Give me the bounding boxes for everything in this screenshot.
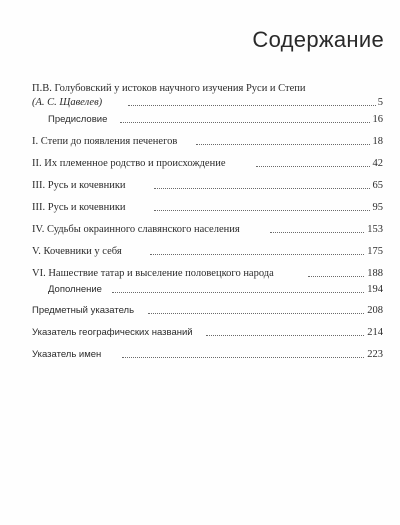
toc-entry-title: II. Их племенное родство и происхождение (32, 158, 226, 169)
toc-entry-title: III. Русь и кочевники (32, 202, 126, 213)
toc-leader-dots (206, 335, 364, 336)
toc-entry-page-number: 188 (367, 268, 383, 279)
toc-entry-geo-index[interactable] (0, 326, 400, 340)
toc-entry-page-number: 208 (367, 305, 383, 316)
toc-entry-intro-author: (А. С. Щавелев) (32, 97, 103, 108)
toc-entry-title: Указатель географических названий (32, 327, 193, 338)
toc-entry-title: VI. Нашествие татар и выселение половецкого народа (32, 268, 274, 279)
toc-entry-title: III. Русь и кочевники (32, 180, 126, 191)
toc-leader-dots (128, 105, 376, 106)
toc-entry-chapter-2[interactable] (0, 157, 400, 171)
toc-entry-page-number: 16 (372, 114, 383, 125)
toc-entry-preface[interactable] (0, 113, 400, 127)
toc-entry-title: Предметный указатель (32, 305, 135, 316)
page-title: Содержание (252, 27, 384, 52)
toc-entry-page-number: 214 (367, 327, 383, 338)
toc-leader-dots (150, 254, 364, 255)
toc-leader-dots (308, 276, 364, 277)
toc-entry-title: I. Степи до появления печенегов (32, 136, 178, 147)
toc-leader-dots (270, 232, 364, 233)
toc-leader-dots (154, 188, 370, 189)
toc-entry-page-number: 175 (367, 246, 383, 257)
toc-entry-chapter-6[interactable] (0, 267, 400, 281)
toc-leader-dots (256, 166, 370, 167)
toc-entry-subject-index[interactable] (0, 304, 400, 318)
toc-entry-page-number: 42 (372, 158, 383, 169)
toc-leader-dots (120, 122, 370, 123)
toc-entry-title: Указатель имен (32, 349, 102, 360)
toc-entry-chapter-4[interactable] (0, 223, 400, 237)
toc-entry-intro-title: П.В. Голубовский у истоков научного изучения Руси и Степи (32, 83, 306, 94)
toc-entry-page-number: 5 (377, 97, 383, 108)
toc-entry-chapter-1[interactable] (0, 135, 400, 149)
toc-entry-page-number: 223 (367, 349, 383, 360)
toc-entry-chapter-3a[interactable] (0, 179, 400, 193)
toc-entry-title: IV. Судьбы окраинного славянского населения (32, 224, 240, 235)
toc-entry-page-number: 194 (367, 284, 383, 295)
toc-entry-page-number: 95 (372, 202, 383, 213)
toc-entry-title: Предисловие (48, 114, 108, 125)
toc-entry-page-number: 18 (372, 136, 383, 147)
toc-entry-title: V. Кочевники у себя (32, 246, 122, 257)
toc-entry-chapter-5[interactable] (0, 245, 400, 259)
toc-leader-dots (148, 313, 364, 314)
toc-entry-name-index[interactable] (0, 348, 400, 362)
toc-entry-title: Дополнение (48, 284, 102, 295)
toc-leader-dots (122, 357, 364, 358)
toc-entry-addendum[interactable] (0, 283, 400, 297)
toc-leader-dots (196, 144, 370, 145)
toc-leader-dots (154, 210, 370, 211)
toc-entry-page-number: 65 (372, 180, 383, 191)
toc-entry-intro[interactable] (0, 96, 400, 110)
toc-entry-chapter-3b[interactable] (0, 201, 400, 215)
toc-leader-dots (112, 292, 364, 293)
toc-entry-page-number: 153 (367, 224, 383, 235)
toc-entry-intro-line1 (0, 82, 400, 96)
